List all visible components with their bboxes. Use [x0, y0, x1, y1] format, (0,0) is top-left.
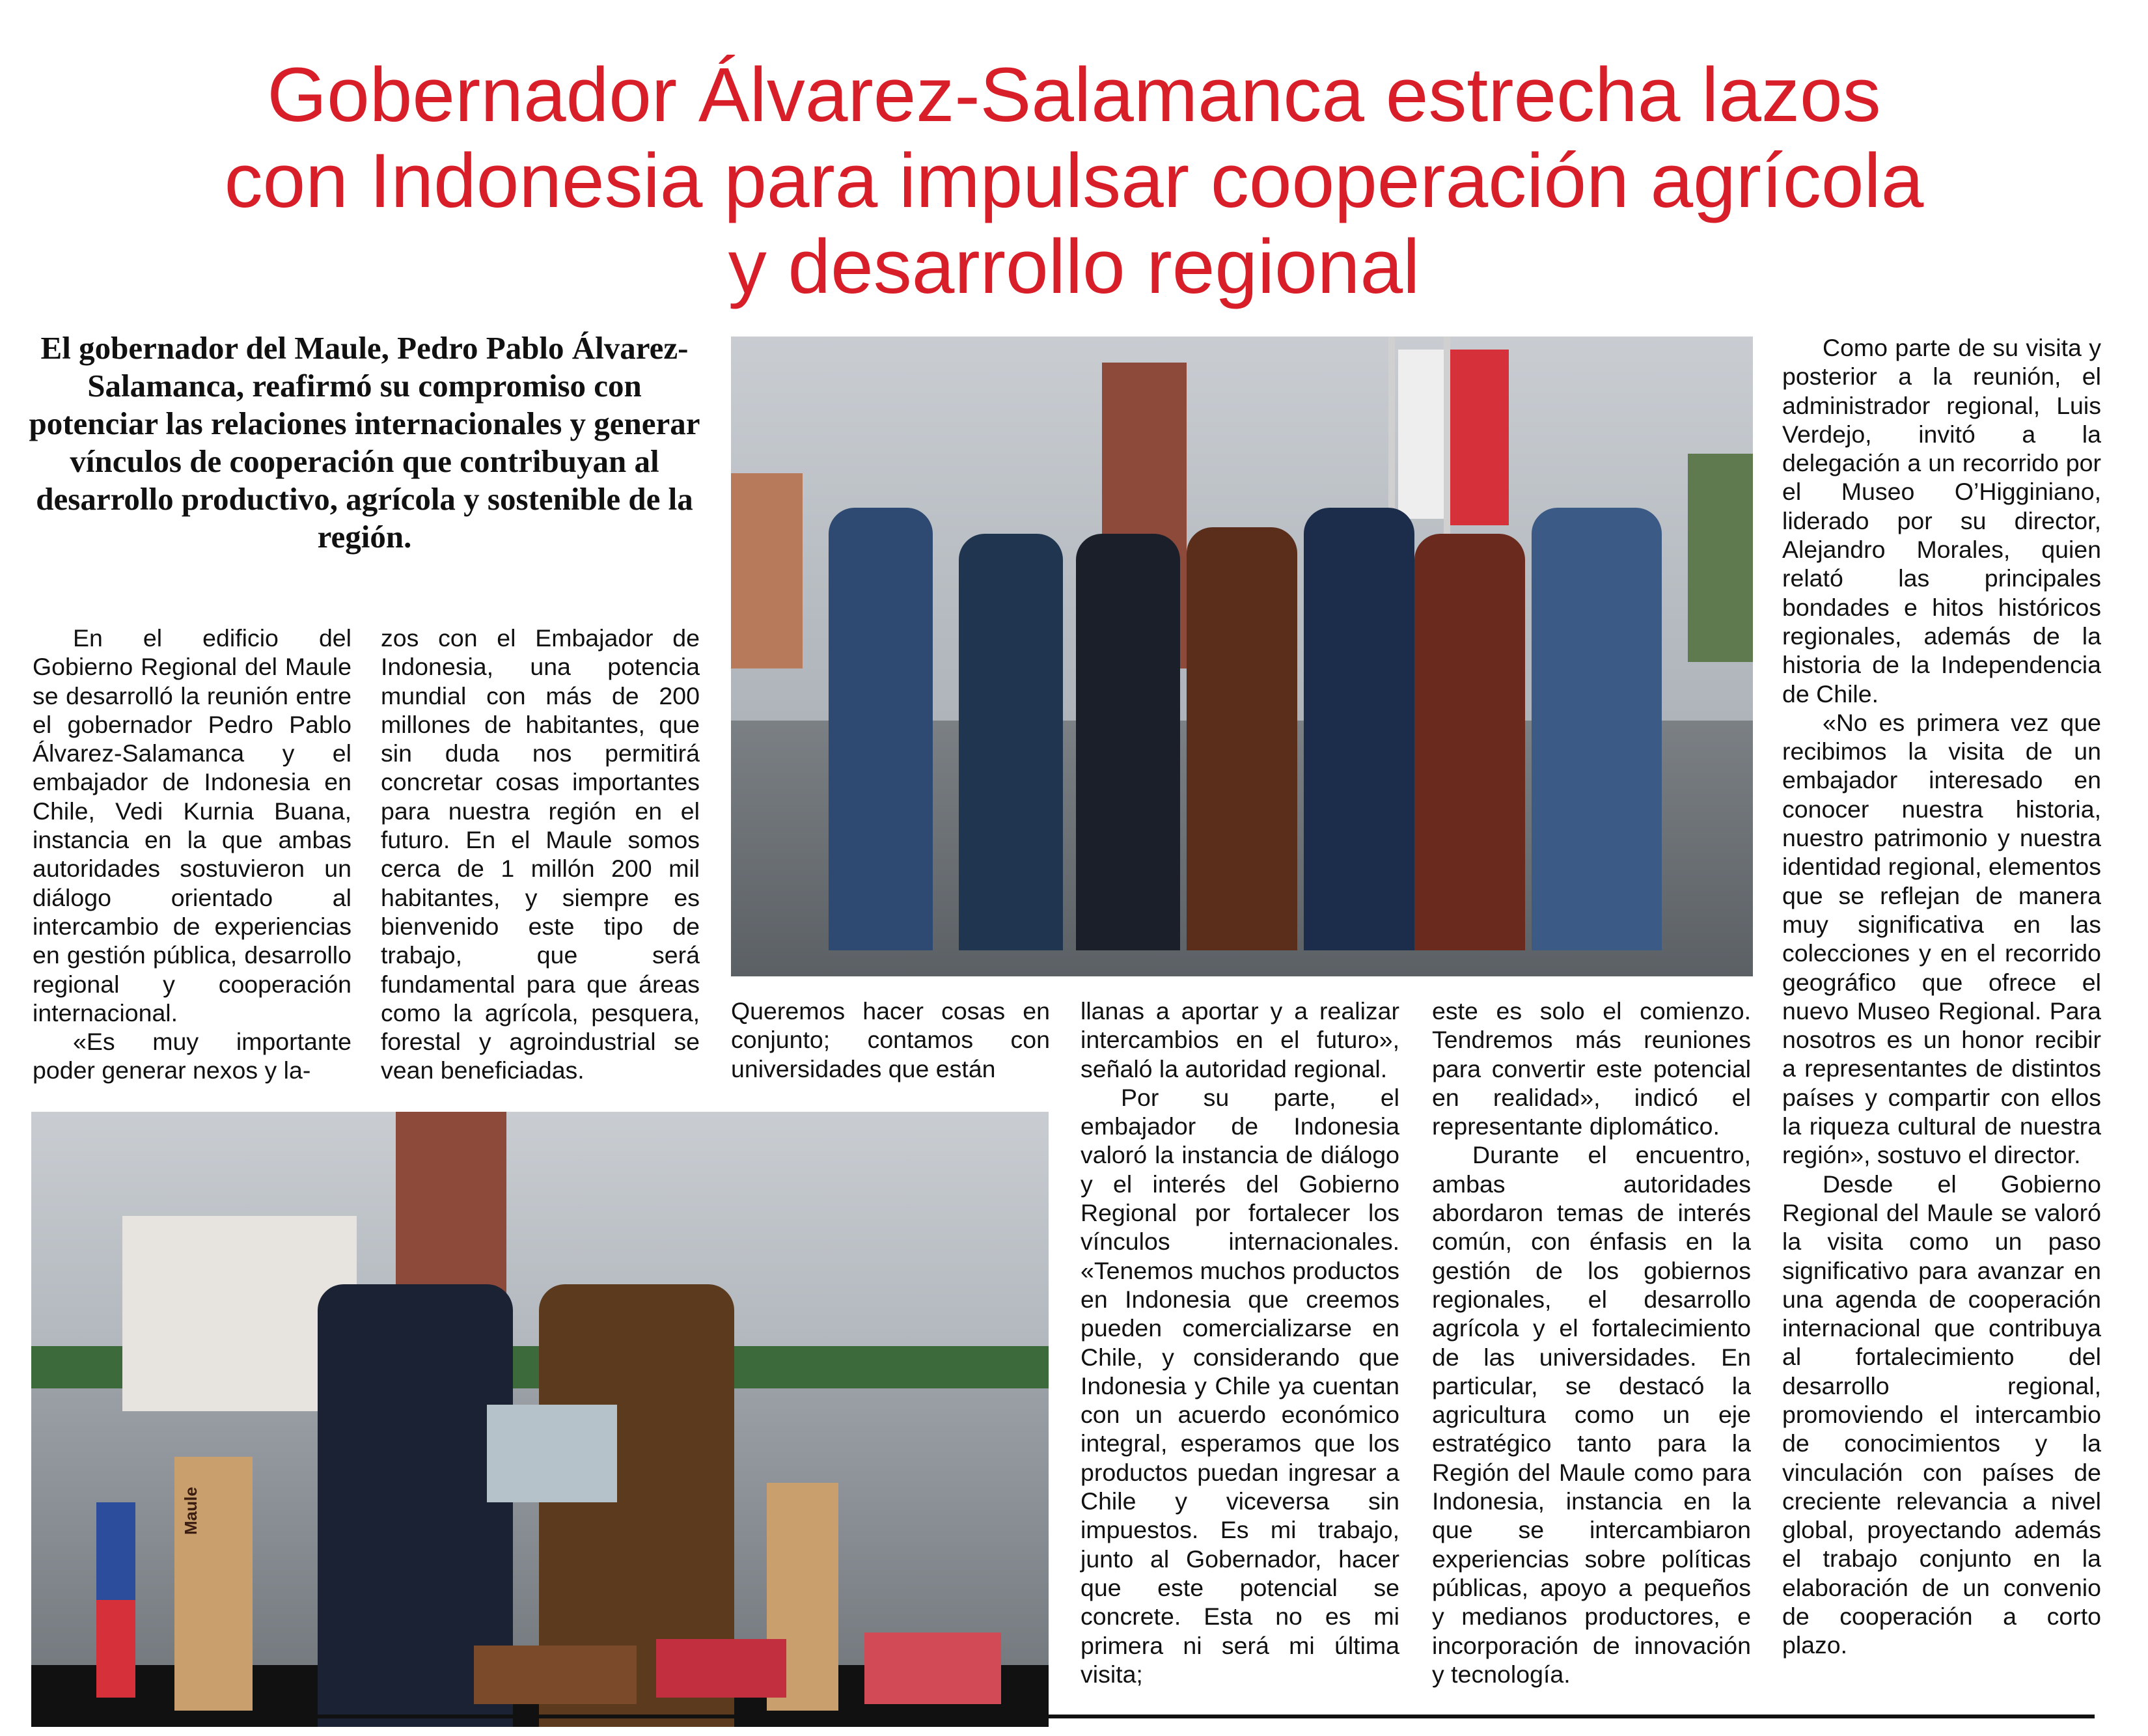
gift-photo: [31, 1112, 1049, 1727]
wine-box-label: Maule: [181, 1487, 200, 1535]
headline-line-3: y desarrollo regional: [728, 224, 1420, 310]
col5-paragraph: Durante el encuentro, ambas autoridades abordaron temas de interés común, con énfasis en la gestión de los gobiernos regionales, el desarrollo agrícola y el fortalecimiento de las universidades. En particular, se destacó la agricultura como un eje estratégico tanto para la Región del Maule como para Indonesia, instancia en la que se intercambiaron experiencias sobre políticas públicas, apoyo a pequeños y medianos productores, e incorporación de innovación y tecnología.: [1432, 1141, 1751, 1688]
col4-paragraph: llanas a aportar y a realizar intercambios en el futuro», señaló la autoridad regional.: [1081, 997, 1399, 1082]
column-2: [381, 624, 700, 1085]
column-1: [33, 624, 351, 1085]
col6-paragraph: Como parte de su visita y posterior a la reunión, el administrador regional, Luis Verdejo, invitó a la delegación a un recorrido por el Museo O’Higginiano, liderado por su director, Alejandro Morales, quien relató las principales bondades e hitos históricos regionales, además de la historia de la Independencia de Chile.: [1782, 334, 2101, 708]
group-photo: [731, 337, 1753, 976]
col5-paragraph: este es solo el comienzo. Tendremos más reuniones para convertir este potencial en realidad», indicó el representante diplomático.: [1432, 997, 1751, 1140]
col1-paragraph: «Es muy importante poder generar nexos y la-: [33, 1028, 351, 1084]
col6-paragraph: Desde el Gobierno Regional del Maule se valoró la visita como un paso significativo para avanzar en una agenda de cooperación internacional que contribuya al fortalecimiento del desarrollo regional, promoviendo el intercambio de conocimientos y la vinculación con países de creciente relevancia a nivel global, proyectando además el trabajo conjunto en la elaboración de un convenio de cooperación a corto plazo.: [1782, 1170, 2101, 1659]
col3-paragraph: Queremos hacer cosas en conjunto; contamos con universidades que están: [731, 997, 1050, 1082]
col2-paragraph: zos con el Embajador de Indonesia, una potencia mundial con más de 200 millones de habitantes, que sin duda nos permitirá concretar cosas importantes para nuestra región en el futuro. En el Maule somos cerca de 1 millón 200 mil habitantes, y siempre es bienvenido este tipo de trabajo, que será fundamental para que áreas como la agrícola, pesquera, forestal y agroindustrial se vean beneficiadas.: [381, 624, 700, 1084]
bottom-rule: [31, 1715, 2095, 1718]
column-5: [1432, 997, 1751, 1688]
column-4: [1081, 997, 1399, 1688]
headline-line-1: Gobernador Álvarez-Salamanca estrecha lazos: [267, 52, 1881, 138]
headline: [26, 52, 2122, 310]
col6-paragraph: «No es primera vez que recibimos la visita de un embajador interesado en conocer nuestra historia, nuestro patrimonio y nuestra identidad regional, elementos que se reflejan de manera muy significativa en las colecciones y en el recorrido geográfico que ofrece el nuevo Museo Regional. Para nosotros es un honor recibir a representantes de distintos países y compartir con ellos la riqueza cultural de nuestra región», sostuvo el director.: [1782, 708, 2101, 1169]
column-3: [731, 997, 1050, 1083]
headline-line-2: con Indonesia para impulsar cooperación agrícola: [224, 138, 1924, 224]
col1-paragraph: En el edificio del Gobierno Regional del Maule se desarrolló la reunión entre el gobernador Pedro Pablo Álvarez-Salamanca y el embajador de Indonesia en Chile, Vedi Kurnia Buana, instancia en la que ambas autoridades sostuvieron un diálogo orientado al intercambio de experiencias en gestión pública, desarrollo regional y cooperación internacional.: [33, 624, 351, 1026]
column-6: [1782, 333, 2101, 1660]
col4-paragraph: Por su parte, el embajador de Indonesia valoró la instancia de diálogo y el interés del Gobierno Regional por fortalecer los vínculos internacionales. «Tenemos muchos productos en Indonesia que creemos pueden comercializarse en Chile, y considerando que Indonesia y Chile ya cuentan con un acuerdo económico integral, esperamos que los productos puedan ingresar a Chile y viceversa sin impuestos. Es mi trabajo, junto al Gobernador, hacer que este potencial se concrete. Esta no es mi primera ni será mi última visita;: [1081, 1083, 1399, 1688]
deck: El gobernador del Maule, Pedro Pablo Álvarez-Salamanca, reafirmó su compromiso con potenciar las relaciones internacionales y generar vínculos de cooperación que contribuyan al desarrollo productivo, agrícola y sostenible de la región.: [29, 330, 700, 555]
